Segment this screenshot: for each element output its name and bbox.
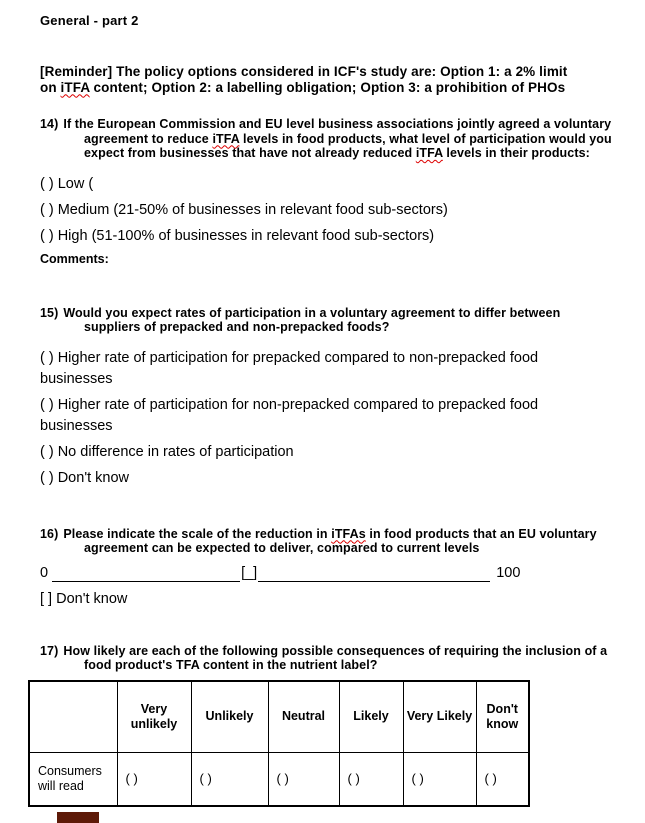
- radio-option-higher-nonprepacked[interactable]: ( ) Higher rate of participation for non-prepacked compared to prepacked food businesses: [40, 396, 539, 434]
- page-title: General - part 2: [40, 13, 139, 28]
- likert-table: [28, 680, 530, 807]
- scale-track-right[interactable]: [258, 566, 490, 582]
- question-15-body: Would you expect rates of participation in a voluntary agreement to differ between suppliers of prepacked and non-prepacked foods?: [63, 305, 561, 334]
- scale-slider: [40, 565, 532, 582]
- radio-option-higher-prepacked[interactable]: ( ) Higher rate of participation for prepacked compared to non-prepacked food businesses: [40, 349, 539, 387]
- question-14-options: [40, 174, 610, 247]
- table-row: [29, 752, 529, 806]
- comments-label: Comments:: [40, 251, 109, 266]
- likert-header-dont-know: Don't know: [476, 681, 529, 753]
- scale-track-left[interactable]: [52, 566, 240, 582]
- misspelled-term: iTFAs: [331, 526, 366, 541]
- radio-option-no-difference[interactable]: ( ) No difference in rates of participation: [40, 443, 294, 460]
- question-16-part2: in food products that an EU voluntary agreement can be expected to deliver, compared to current levels: [84, 526, 597, 555]
- radio-option-low[interactable]: ( ) Low (: [40, 175, 94, 192]
- question-16-text: [40, 527, 614, 556]
- question-16-number: 16): [40, 526, 59, 541]
- scale-max-label: 100: [496, 564, 521, 581]
- question-15-text: [40, 306, 614, 335]
- question-14-part3: levels in their products:: [442, 146, 590, 160]
- scale-handle[interactable]: [_]: [241, 564, 258, 581]
- likert-radio-unlikely[interactable]: ( ): [191, 752, 268, 806]
- likert-header-row: [29, 681, 529, 753]
- likert-header-likely: Likely: [339, 681, 403, 753]
- likert-header-very-likely: Very Likely: [403, 681, 476, 753]
- likert-header-very-unlikely: Very unlikely: [117, 681, 191, 753]
- likert-header-neutral: Neutral: [268, 681, 339, 753]
- question-14-part1: If the European Commission and EU level business associations jointly agreed a voluntary agreement to reduce: [63, 117, 612, 146]
- misspelled-term: iTFA: [60, 79, 90, 95]
- question-17-body: How likely are each of the following possible consequences of requiring the inclusion of a food product's TFA content in the nutrient label?: [63, 643, 608, 672]
- question-15-options: [40, 348, 610, 489]
- radio-option-dont-know[interactable]: ( ) Don't know: [40, 469, 129, 486]
- likert-radio-very-unlikely[interactable]: ( ): [117, 752, 191, 806]
- survey-page: [40, 0, 610, 807]
- partial-next-button[interactable]: [57, 812, 99, 823]
- likert-header-empty: [29, 681, 117, 753]
- scale-min-label: 0: [40, 564, 49, 581]
- likert-header-unlikely: Unlikely: [191, 681, 268, 753]
- question-17-number: 17): [40, 643, 59, 658]
- radio-option-medium[interactable]: ( ) Medium (21-50% of businesses in relevant food sub-sectors): [40, 201, 448, 218]
- question-15-number: 15): [40, 305, 59, 320]
- reminder-part2: content; Option 2: a labelling obligation; Option 3: a prohibition of PHOs: [89, 79, 566, 95]
- reminder-part1: [Reminder] The policy options considered in ICF's study are: Option 1: a 2% limit on: [40, 64, 568, 95]
- radio-option-high[interactable]: ( ) High (51-100% of businesses in relevant food sub-sectors): [40, 227, 435, 244]
- question-14-part2: levels in food products, what level of participation would you expect from businesses that have not already reduced: [84, 131, 612, 160]
- likert-radio-neutral[interactable]: ( ): [268, 752, 339, 806]
- misspelled-term: iTFA: [415, 146, 443, 160]
- reminder-text: [40, 64, 570, 95]
- checkbox-dont-know[interactable]: [ ] Don't know: [40, 590, 128, 607]
- question-17-text: [40, 644, 614, 673]
- likert-row-label: Consumers will read: [29, 752, 117, 806]
- question-16-part1: Please indicate the scale of the reduction in: [63, 526, 332, 541]
- question-14-text: [40, 117, 614, 161]
- likert-radio-likely[interactable]: ( ): [339, 752, 403, 806]
- likert-radio-very-likely[interactable]: ( ): [403, 752, 476, 806]
- question-14-number: 14): [40, 117, 59, 131]
- misspelled-term: iTFA: [212, 131, 240, 146]
- likert-radio-dont-know[interactable]: ( ): [476, 752, 529, 806]
